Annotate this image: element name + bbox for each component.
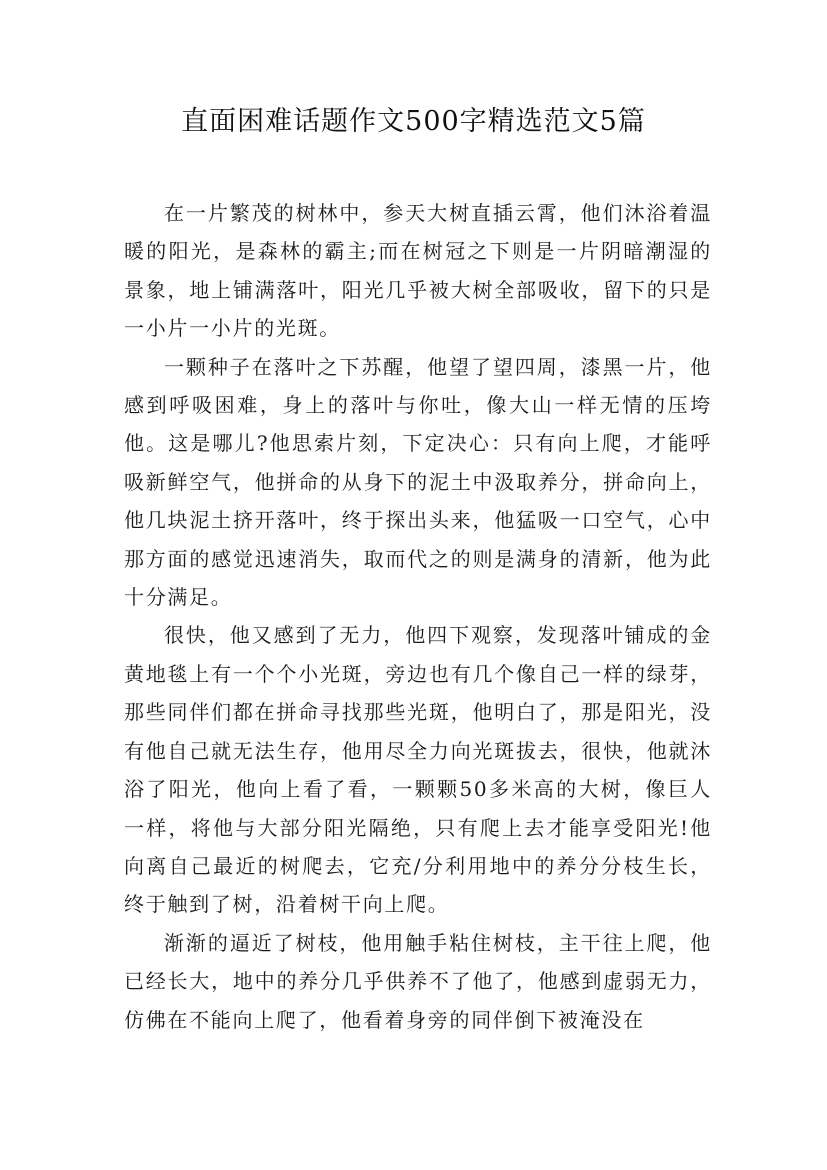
- document-body: [124, 194, 712, 1039]
- paragraph: 在一片繁茂的树林中，参天大树直插云霄，他们沐浴着温暖的阳光，是森林的霸主;而在树冠之下则是一片阴暗潮湿的景象，地上铺满落叶，阳光几乎被大树全部吸收，留下的只是一小片一小片的光斑。: [124, 201, 712, 341]
- paragraph: 一颗种子在落叶之下苏醒，他望了望四周，漆黑一片，他感到呼吸困难，身上的落叶与你吐，像大山一样无情的压垮他。这是哪儿?他思索片刻，下定决心：只有向上爬，才能呼吸新鲜空气，他拼命的从身下的泥土中汲取养分，拼命向上，他几块泥土挤开落叶，终于探出头来，他猛吸一口空气，心中那方面的感觉迅速消失，取而代之的则是满身的清新，他为此十分满足。: [124, 354, 712, 610]
- paragraph: 很快，他又感到了无力，他四下观察，发现落叶铺成的金黄地毯上有一个个小光斑，旁边也有几个像自己一样的绿芽，那些同伴们都在拼命寻找那些光斑，他明白了，那是阳光，没有他自己就无法生存，他用尽全力向光斑拔去，很快，他就沐浴了阳光，他向上看了看，一颗颗50多米高的大树，像巨人一样，将他与大部分阳光隔绝，只有爬上去才能享受阳光!他向离自己最近的树爬去，它充/分利用地中的养分分枝生长，终于触到了树，沿着树干向上爬。: [124, 623, 712, 917]
- paragraph: 渐渐的逼近了树枝，他用触手粘住树枝，主干往上爬，他已经长大，地中的养分几乎供养不了他了，他感到虚弱无力，仿佛在不能向上爬了，他看着身旁的同伴倒下被淹没在: [124, 930, 712, 1032]
- document-title: 直面困难话题作文500字精选范文5篇: [181, 106, 646, 137]
